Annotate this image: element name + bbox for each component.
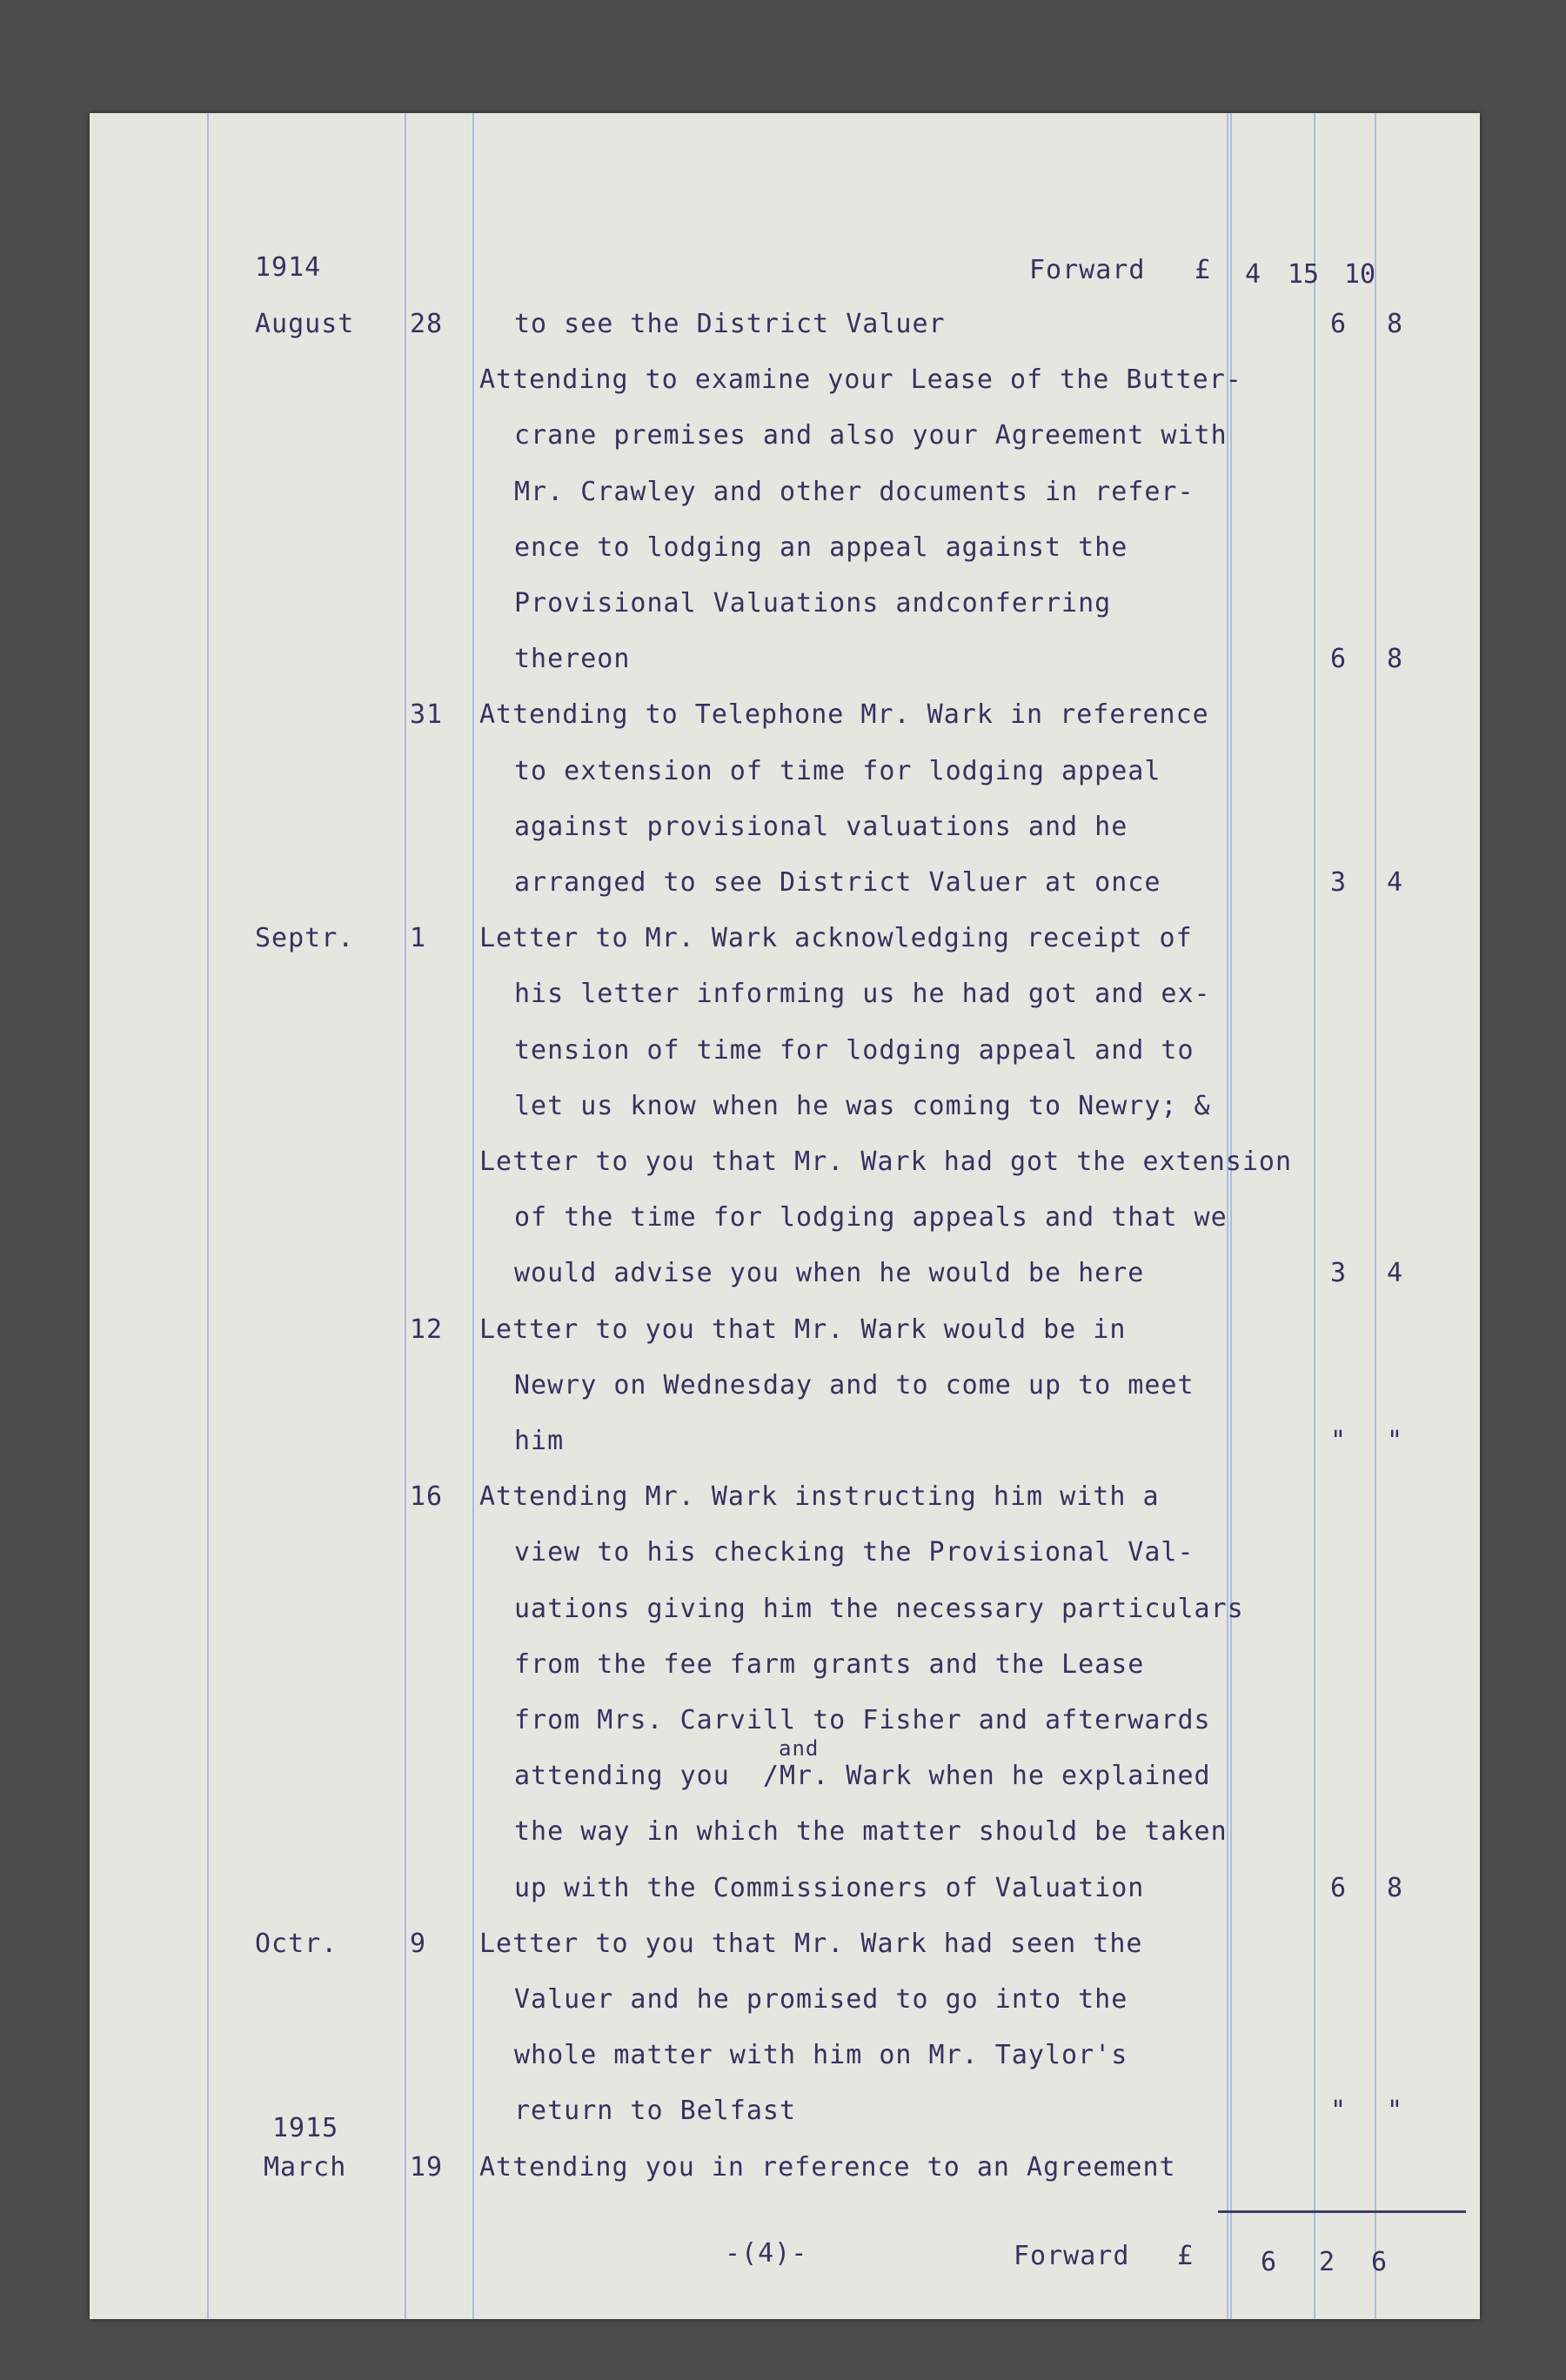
entry-text-line: the way in which the matter should be taken (514, 1816, 1228, 1848)
entry-day: 1 (410, 923, 427, 954)
footer-shillings: 2 (1318, 2247, 1335, 2277)
entry-day: 28 (410, 309, 444, 339)
shillings-rule (1314, 113, 1315, 2319)
entry-text-line: from the fee farm grants and the Lease (514, 1648, 1145, 1680)
entry-text-line: thereon (514, 644, 631, 675)
entry-text-line: Letter to you that Mr. Wark would be in (479, 1314, 1127, 1345)
entry-text-line: to extension of time for lodging appeal (514, 755, 1161, 786)
entry-shillings: " (1329, 1426, 1347, 1456)
entry-month: Septr. (255, 923, 355, 954)
header-pence: 10 (1343, 259, 1376, 290)
entry-pence: " (1386, 1426, 1403, 1456)
entry-text-line: would advise you when he would be here (514, 1258, 1145, 1289)
entry-pence: 8 (1386, 1872, 1403, 1903)
entry-text-line: Attending to Telephone Mr. Wark in reference (479, 699, 1209, 731)
entry-text-line: crane premises and also your Agreement with (514, 420, 1228, 451)
header-pounds: 4 (1244, 259, 1262, 290)
entry-text-line: to see the District Valuer (514, 309, 946, 339)
entry-text-line: from Mrs. Carvill to Fisher and afterwards (514, 1705, 1211, 1735)
entry-pence: 4 (1386, 1258, 1403, 1289)
entry-day: 9 (410, 1928, 427, 1959)
entry-text-line: let us know when he was coming to Newry; & (514, 1090, 1211, 1121)
entry-text-line: Attending to examine your Lease of the Butter- (479, 364, 1242, 396)
entry-text-line: view to his checking the Provisional Val- (514, 1537, 1195, 1568)
entry-shillings: 3 (1329, 1258, 1347, 1289)
footer-currency: £ (1177, 2241, 1195, 2271)
entry-text-line: whole matter with him on Mr. Taylor's (514, 2040, 1128, 2071)
header-year: 1914 (255, 252, 322, 283)
entry-text-line: return to Belfast (514, 2096, 797, 2127)
entry-text-line: Letter to Mr. Wark acknowledging receipt of (479, 923, 1193, 954)
header-forward-label: Forward (1029, 255, 1146, 285)
entry-month: August (255, 309, 355, 339)
entry-text-line: Attending Mr. Wark instructing him with a (479, 1481, 1160, 1513)
entry-day: 19 (410, 2151, 444, 2183)
entry-text-line: his letter informing us he had got and ex- (514, 979, 1211, 1010)
entry-year: 1915 (272, 2112, 339, 2143)
entry-text-line: arranged to see District Valuer at once (514, 867, 1161, 898)
footer-pence: 6 (1370, 2247, 1388, 2277)
pounds-rule-right (1230, 113, 1232, 2319)
page-number: -(4)- (725, 2238, 808, 2269)
entry-day: 12 (410, 1314, 444, 1345)
entry-shillings: 6 (1329, 1872, 1347, 1903)
pence-rule (1375, 113, 1376, 2319)
entry-day: 31 (410, 699, 444, 731)
entry-text-line: of the time for lodging appeals and that we (514, 1202, 1228, 1233)
entry-month: March (264, 2151, 347, 2183)
entry-text-line: Mr. Crawley and other documents in refer- (514, 476, 1195, 507)
entry-text-line: Provisional Valuations andconferring (514, 588, 1112, 618)
entry-text-line: ence to lodging an appeal against the (514, 531, 1128, 563)
entry-pence: 4 (1386, 867, 1403, 898)
entry-pence: " (1386, 2096, 1403, 2127)
entry-text-line: up with the Commissioners of Valuation (514, 1872, 1145, 1903)
entry-pence: 8 (1386, 309, 1403, 339)
footer-forward-label: Forward (1014, 2241, 1130, 2271)
entry-text-line: Letter to you that Mr. Wark had got the extension (479, 1147, 1293, 1177)
entry-text-line: him (514, 1426, 565, 1456)
total-rule (1218, 2210, 1466, 2213)
entry-text-line: Attending you in reference to an Agreement (479, 2151, 1176, 2183)
entry-insertion: and (779, 1736, 820, 1762)
entry-pence: 8 (1386, 644, 1403, 675)
entry-text-line: uations giving him the necessary particulars (514, 1593, 1244, 1624)
entry-text-line: Letter to you that Mr. Wark had seen the (479, 1928, 1143, 1959)
entry-text-line: Valuer and he promised to go into the (514, 1984, 1128, 2015)
entry-day: 16 (410, 1481, 444, 1513)
text-rule (472, 113, 474, 2319)
entry-shillings: " (1329, 2096, 1347, 2127)
entry-text-line: Newry on Wednesday and to come up to meet (514, 1369, 1195, 1401)
entry-text-line: tension of time for lodging appeal and to (514, 1034, 1195, 1066)
entry-shillings: 6 (1329, 309, 1347, 339)
entry-text-line: attending you /Mr. Wark when he explained (514, 1761, 1211, 1792)
entry-shillings: 6 (1329, 644, 1347, 675)
ledger-page (90, 113, 1480, 2319)
header-currency: £ (1195, 255, 1212, 285)
margin-rule (207, 113, 209, 2319)
footer-pounds: 6 (1260, 2247, 1277, 2277)
header-shillings: 15 (1287, 259, 1320, 290)
entry-shillings: 3 (1329, 867, 1347, 898)
entry-month: Octr. (255, 1928, 338, 1959)
day-rule (405, 113, 406, 2319)
entry-text-line: against provisional valuations and he (514, 811, 1128, 842)
